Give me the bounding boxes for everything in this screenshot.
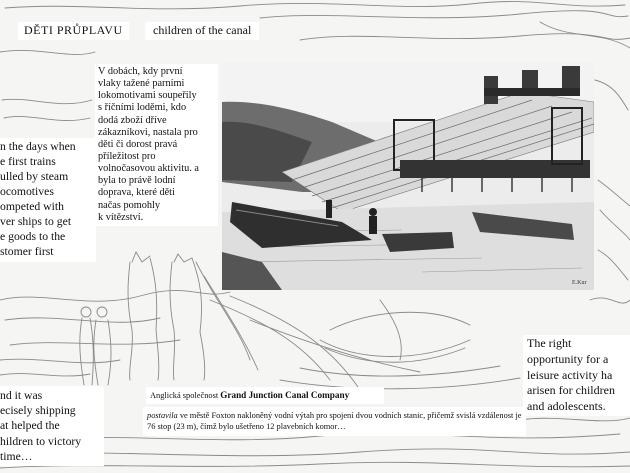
czech-line: zákazníkovi, nastala pro: [98, 126, 198, 138]
english-line: arisen for children: [527, 383, 615, 398]
english-line: e goods to the: [0, 229, 66, 243]
english-line: time…: [0, 449, 33, 463]
english-line: ecisely shipping: [0, 404, 76, 418]
english-line: n the days when: [0, 140, 76, 153]
english-line: ompeted with: [0, 199, 64, 213]
english-line: leisure activity ha: [527, 367, 613, 382]
english-line: opportunity for a: [527, 351, 609, 366]
title-czech: DĚTI PRŮPLAVU: [18, 22, 129, 40]
czech-line: příležitost pro: [98, 150, 156, 162]
english-paragraph-left-bottom: [0, 386, 104, 466]
caption-body: [143, 407, 526, 436]
czech-line: načas pomohly: [98, 199, 161, 211]
caption-prefix: Anglická společnost: [150, 391, 219, 400]
czech-line: lokomotivami soupeřily: [98, 90, 197, 102]
title-english: children of the canal: [145, 22, 259, 40]
inclined-plane-engraving: [222, 62, 594, 290]
english-line: ulled by steam: [0, 169, 69, 183]
czech-line: dodá zboží dříve: [98, 114, 167, 126]
czech-line: k vítězství.: [98, 211, 144, 223]
english-line: ocomotives: [0, 184, 54, 198]
czech-line: vlaky tažené parními: [98, 78, 185, 90]
czech-line: děti či dorost pravá: [98, 138, 178, 150]
english-line: The right: [527, 336, 572, 350]
english-paragraph-left-top: [0, 138, 96, 262]
english-line: stomer first: [0, 244, 54, 258]
czech-line: s říčními loděmi, kdo: [98, 102, 187, 114]
caption-line2: 76 stop (23 m), čímž bylo ušetřeno 12 plavebních komor…: [147, 422, 346, 432]
caption-verb: postavila: [147, 411, 178, 420]
english-line: hildren to victory: [0, 434, 82, 448]
english-line: at helped the: [0, 419, 60, 433]
english-line: and adolescents.: [527, 399, 606, 414]
czech-line: V dobách, kdy první: [98, 66, 183, 77]
english-line: e first trains: [0, 154, 56, 168]
czech-line: volnočasovou aktivitu. a: [98, 163, 199, 175]
engraving-drawing: [222, 62, 594, 290]
czech-paragraph: [95, 64, 218, 226]
czech-line: doprava, které děti: [98, 187, 175, 199]
czech-line: byla to právě lodní: [98, 175, 176, 187]
caption-heading: [146, 387, 384, 404]
engraving-signature: E.Kur: [572, 280, 587, 286]
english-line: nd it was: [0, 389, 43, 402]
english-line: ver ships to get: [0, 214, 72, 228]
caption-line1: ve městě Foxton nakloněný vodní výtah pro spojení dvou vodních stanic, přičemž svislá vzdálenost je: [179, 411, 522, 420]
caption-company: Grand Junction Canal Company: [220, 390, 350, 400]
english-paragraph-right: [523, 335, 630, 416]
